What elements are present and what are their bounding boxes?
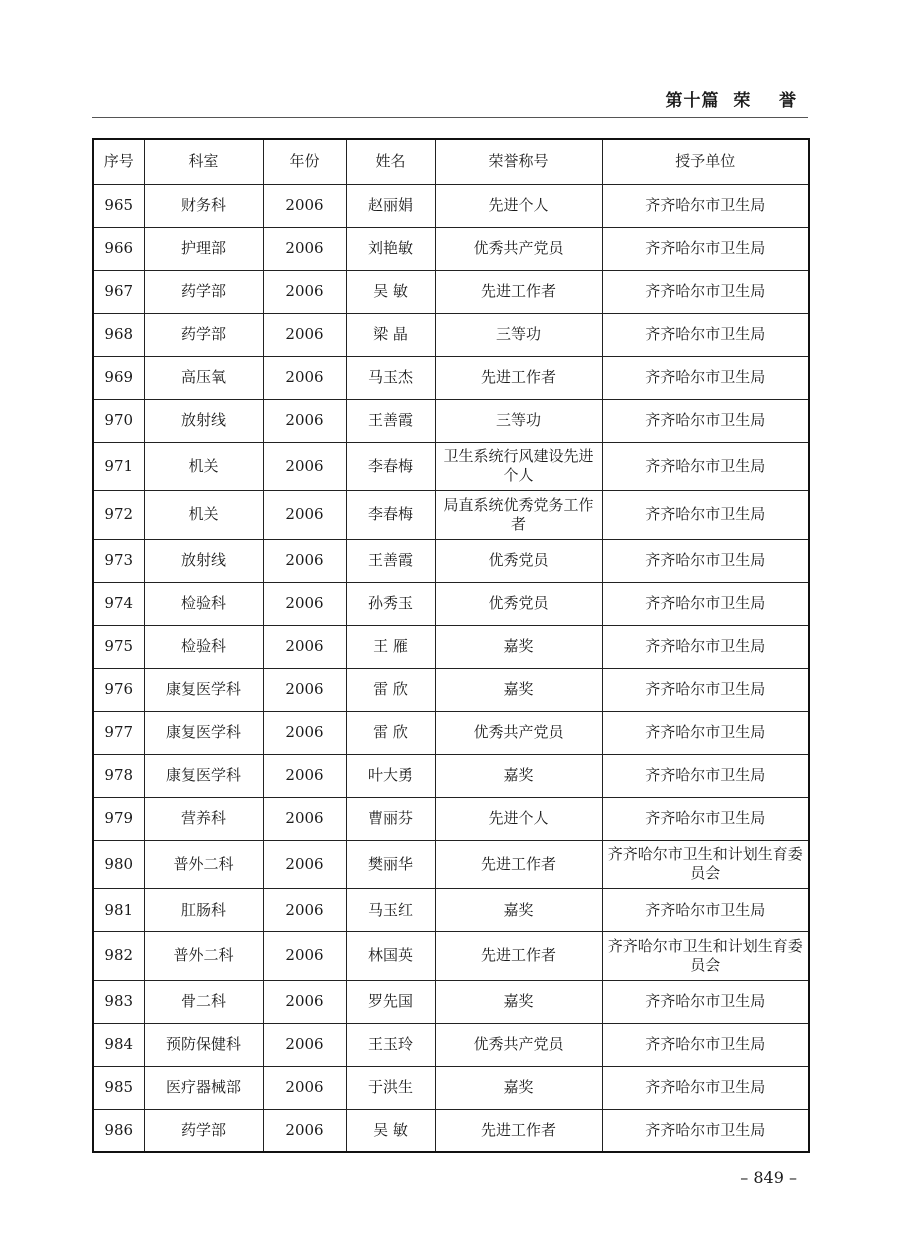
- page-number: – 849 –: [740, 1168, 797, 1187]
- cell-department: 机关: [144, 491, 263, 540]
- table-row: [93, 270, 809, 313]
- cell-granting-unit: 齐齐哈尔市卫生和计划生育委员会: [602, 840, 809, 889]
- cell-year: 2006: [263, 313, 346, 356]
- cell-number: 979: [93, 797, 144, 840]
- cell-department: 高压氧: [144, 356, 263, 399]
- cell-honor: 先进工作者: [435, 932, 602, 981]
- header-rule: [92, 117, 808, 118]
- col-header-number: 序号: [93, 139, 144, 184]
- cell-number: 985: [93, 1066, 144, 1109]
- cell-honor: 优秀共产党员: [435, 711, 602, 754]
- cell-name: 吴 敏: [346, 1109, 435, 1152]
- cell-department: 检验科: [144, 625, 263, 668]
- table-row: [93, 840, 809, 889]
- cell-year: 2006: [263, 980, 346, 1023]
- cell-year: 2006: [263, 1066, 346, 1109]
- cell-department: 康复医学科: [144, 668, 263, 711]
- cell-number: 968: [93, 313, 144, 356]
- honors-table: [92, 138, 810, 1153]
- cell-year: 2006: [263, 184, 346, 227]
- cell-number: 982: [93, 932, 144, 981]
- cell-number: 976: [93, 668, 144, 711]
- table-row: [93, 399, 809, 442]
- cell-number: 973: [93, 539, 144, 582]
- cell-name: 王玉玲: [346, 1023, 435, 1066]
- cell-number: 967: [93, 270, 144, 313]
- table-row: [93, 1023, 809, 1066]
- table-header-row: [93, 139, 809, 184]
- cell-honor: 嘉奖: [435, 625, 602, 668]
- cell-department: 机关: [144, 442, 263, 491]
- cell-department: 药学部: [144, 313, 263, 356]
- cell-year: 2006: [263, 840, 346, 889]
- cell-department: 骨二科: [144, 980, 263, 1023]
- cell-department: 肛肠科: [144, 889, 263, 932]
- table-row: [93, 932, 809, 981]
- table-row: [93, 1109, 809, 1152]
- table-row: [93, 754, 809, 797]
- table-row: [93, 1066, 809, 1109]
- cell-name: 刘艳敏: [346, 227, 435, 270]
- cell-name: 罗先国: [346, 980, 435, 1023]
- cell-name: 吴 敏: [346, 270, 435, 313]
- cell-granting-unit: 齐齐哈尔市卫生局: [602, 797, 809, 840]
- cell-honor: 嘉奖: [435, 889, 602, 932]
- cell-granting-unit: 齐齐哈尔市卫生局: [602, 184, 809, 227]
- cell-honor: 三等功: [435, 399, 602, 442]
- cell-granting-unit: 齐齐哈尔市卫生局: [602, 1066, 809, 1109]
- cell-number: 981: [93, 889, 144, 932]
- table-row: [93, 980, 809, 1023]
- cell-year: 2006: [263, 582, 346, 625]
- cell-granting-unit: 齐齐哈尔市卫生局: [602, 668, 809, 711]
- cell-department: 医疗器械部: [144, 1066, 263, 1109]
- cell-department: 预防保健科: [144, 1023, 263, 1066]
- cell-name: 王善霞: [346, 399, 435, 442]
- cell-year: 2006: [263, 399, 346, 442]
- cell-department: 康复医学科: [144, 754, 263, 797]
- cell-year: 2006: [263, 1109, 346, 1152]
- table-row: [93, 625, 809, 668]
- cell-number: 978: [93, 754, 144, 797]
- cell-number: 986: [93, 1109, 144, 1152]
- cell-year: 2006: [263, 491, 346, 540]
- cell-honor: 先进个人: [435, 184, 602, 227]
- table-row: [93, 539, 809, 582]
- cell-year: 2006: [263, 356, 346, 399]
- cell-department: 普外二科: [144, 840, 263, 889]
- cell-honor: 嘉奖: [435, 668, 602, 711]
- cell-name: 王善霞: [346, 539, 435, 582]
- cell-honor: 嘉奖: [435, 1066, 602, 1109]
- table-row: [93, 582, 809, 625]
- cell-name: 马玉杰: [346, 356, 435, 399]
- cell-honor: 优秀党员: [435, 539, 602, 582]
- cell-granting-unit: 齐齐哈尔市卫生局: [602, 399, 809, 442]
- cell-year: 2006: [263, 754, 346, 797]
- cell-granting-unit: 齐齐哈尔市卫生局: [602, 711, 809, 754]
- cell-year: 2006: [263, 932, 346, 981]
- cell-year: 2006: [263, 539, 346, 582]
- cell-honor: 先进工作者: [435, 270, 602, 313]
- cell-number: 972: [93, 491, 144, 540]
- table-row: [93, 442, 809, 491]
- cell-number: 971: [93, 442, 144, 491]
- cell-name: 林国英: [346, 932, 435, 981]
- cell-name: 李春梅: [346, 442, 435, 491]
- table-row: [93, 313, 809, 356]
- cell-name: 雷 欣: [346, 668, 435, 711]
- cell-honor: 卫生系统行风建设先进个人: [435, 442, 602, 491]
- cell-name: 于洪生: [346, 1066, 435, 1109]
- col-header-name: 姓名: [346, 139, 435, 184]
- cell-honor: 先进工作者: [435, 356, 602, 399]
- cell-honor: 局直系统优秀党务工作者: [435, 491, 602, 540]
- cell-number: 965: [93, 184, 144, 227]
- cell-number: 974: [93, 582, 144, 625]
- cell-department: 营养科: [144, 797, 263, 840]
- cell-year: 2006: [263, 625, 346, 668]
- col-header-honor: 荣誉称号: [435, 139, 602, 184]
- running-header: 第十篇 荣 誉: [665, 91, 797, 111]
- cell-name: 雷 欣: [346, 711, 435, 754]
- cell-year: 2006: [263, 227, 346, 270]
- cell-number: 983: [93, 980, 144, 1023]
- table-row: [93, 184, 809, 227]
- table-row: [93, 711, 809, 754]
- table-row: [93, 356, 809, 399]
- cell-honor: 先进工作者: [435, 1109, 602, 1152]
- cell-honor: 三等功: [435, 313, 602, 356]
- cell-honor: 优秀共产党员: [435, 227, 602, 270]
- cell-department: 护理部: [144, 227, 263, 270]
- cell-number: 970: [93, 399, 144, 442]
- cell-name: 梁 晶: [346, 313, 435, 356]
- cell-honor: 嘉奖: [435, 980, 602, 1023]
- cell-granting-unit: 齐齐哈尔市卫生局: [602, 980, 809, 1023]
- cell-honor: 优秀党员: [435, 582, 602, 625]
- cell-name: 王 雁: [346, 625, 435, 668]
- col-header-department: 科室: [144, 139, 263, 184]
- cell-number: 984: [93, 1023, 144, 1066]
- cell-granting-unit: 齐齐哈尔市卫生局: [602, 754, 809, 797]
- cell-department: 放射线: [144, 399, 263, 442]
- cell-name: 孙秀玉: [346, 582, 435, 625]
- cell-department: 药学部: [144, 1109, 263, 1152]
- col-header-granting-unit: 授予单位: [602, 139, 809, 184]
- cell-year: 2006: [263, 711, 346, 754]
- cell-year: 2006: [263, 442, 346, 491]
- cell-department: 普外二科: [144, 932, 263, 981]
- cell-honor: 先进个人: [435, 797, 602, 840]
- cell-granting-unit: 齐齐哈尔市卫生局: [602, 1109, 809, 1152]
- cell-granting-unit: 齐齐哈尔市卫生和计划生育委员会: [602, 932, 809, 981]
- cell-number: 969: [93, 356, 144, 399]
- cell-name: 赵丽娟: [346, 184, 435, 227]
- cell-department: 放射线: [144, 539, 263, 582]
- cell-department: 检验科: [144, 582, 263, 625]
- cell-granting-unit: 齐齐哈尔市卫生局: [602, 356, 809, 399]
- cell-year: 2006: [263, 668, 346, 711]
- table-row: [93, 668, 809, 711]
- cell-department: 财务科: [144, 184, 263, 227]
- cell-granting-unit: 齐齐哈尔市卫生局: [602, 442, 809, 491]
- cell-granting-unit: 齐齐哈尔市卫生局: [602, 889, 809, 932]
- cell-department: 康复医学科: [144, 711, 263, 754]
- cell-granting-unit: 齐齐哈尔市卫生局: [602, 313, 809, 356]
- cell-granting-unit: 齐齐哈尔市卫生局: [602, 1023, 809, 1066]
- cell-honor: 优秀共产党员: [435, 1023, 602, 1066]
- cell-number: 977: [93, 711, 144, 754]
- cell-name: 樊丽华: [346, 840, 435, 889]
- cell-granting-unit: 齐齐哈尔市卫生局: [602, 227, 809, 270]
- cell-year: 2006: [263, 270, 346, 313]
- cell-number: 975: [93, 625, 144, 668]
- table-row: [93, 797, 809, 840]
- cell-granting-unit: 齐齐哈尔市卫生局: [602, 539, 809, 582]
- cell-granting-unit: 齐齐哈尔市卫生局: [602, 270, 809, 313]
- cell-number: 980: [93, 840, 144, 889]
- cell-name: 马玉红: [346, 889, 435, 932]
- cell-year: 2006: [263, 797, 346, 840]
- cell-name: 李春梅: [346, 491, 435, 540]
- cell-honor: 嘉奖: [435, 754, 602, 797]
- cell-year: 2006: [263, 1023, 346, 1066]
- table-row: [93, 889, 809, 932]
- cell-honor: 先进工作者: [435, 840, 602, 889]
- col-header-year: 年份: [263, 139, 346, 184]
- cell-year: 2006: [263, 889, 346, 932]
- table-row: [93, 491, 809, 540]
- table-row: [93, 227, 809, 270]
- cell-granting-unit: 齐齐哈尔市卫生局: [602, 582, 809, 625]
- cell-granting-unit: 齐齐哈尔市卫生局: [602, 625, 809, 668]
- cell-granting-unit: 齐齐哈尔市卫生局: [602, 491, 809, 540]
- table-body: [93, 184, 809, 1152]
- cell-number: 966: [93, 227, 144, 270]
- cell-name: 叶大勇: [346, 754, 435, 797]
- cell-department: 药学部: [144, 270, 263, 313]
- cell-name: 曹丽芬: [346, 797, 435, 840]
